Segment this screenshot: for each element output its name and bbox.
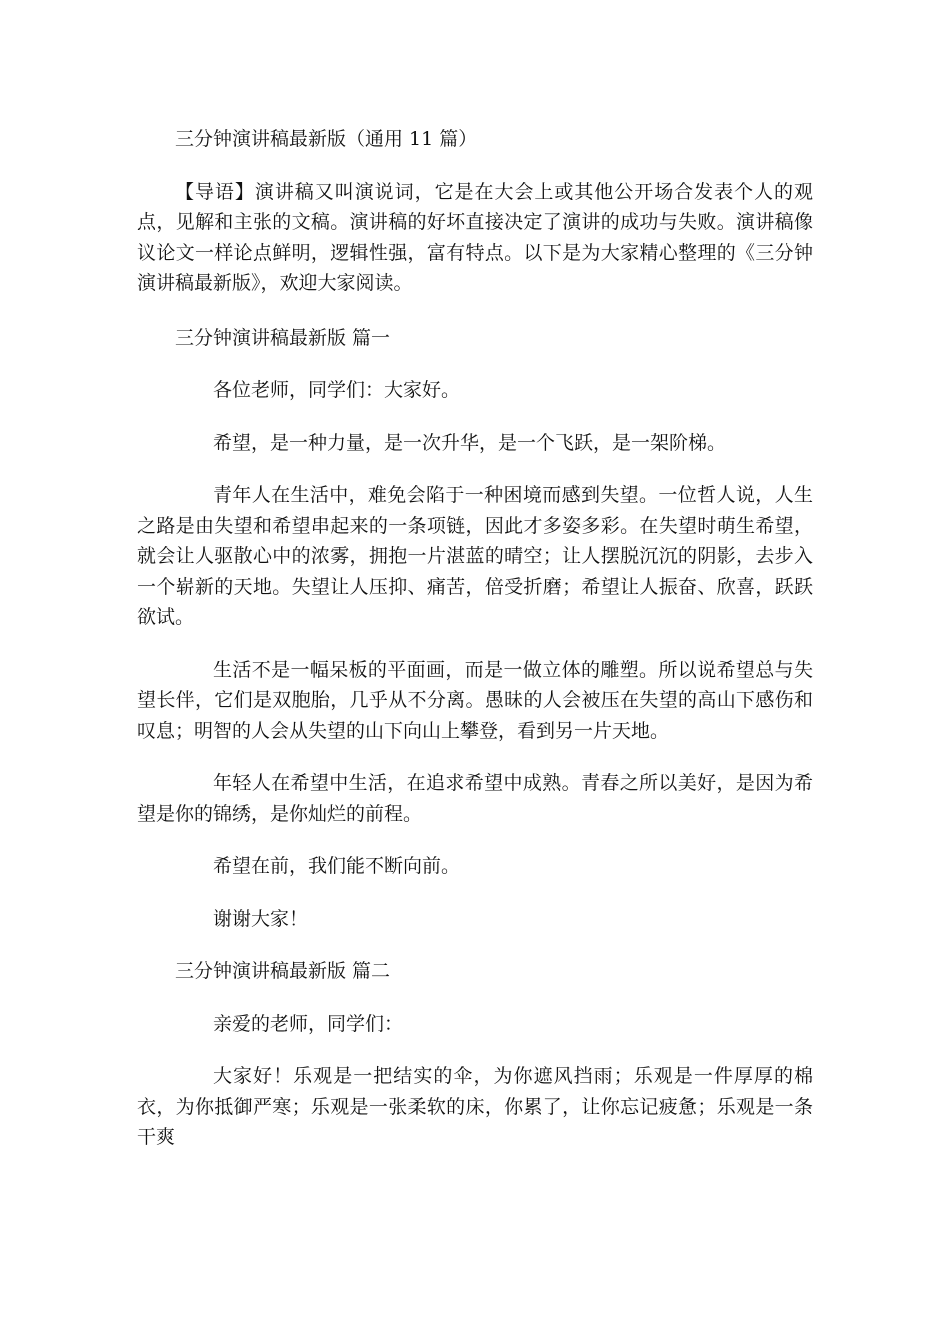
document-body [137,124,813,1175]
closing-paragraph: 谢谢大家！ [213,907,309,930]
intro-label: 【导语】 [175,180,255,203]
body-paragraph: 青年人在生活中，难免会陷于一种困境而感到失望。一位哲人说，人生之路是由失望和希望串起来的一条项链，因此才多姿多彩。在失望时萌生希望，就会让人驱散心中的浓雾，拥抱一片湛蓝的晴空；让人摆脱沉沉的阴影，去步入一个崭新的天地。失望让人压抑、痛苦，倍受折磨；希望让人振奋、欣喜，跃跃欲试。 [137,484,813,628]
section-heading-1: 三分钟演讲稿最新版 篇一 [175,326,391,349]
document-title: 三分钟演讲稿最新版（通用 11 篇） [175,128,478,150]
body-paragraph: 希望，是一种力量，是一次升华，是一个飞跃，是一架阶梯。 [213,431,727,454]
greeting-paragraph: 亲爱的老师，同学们： [213,1012,404,1035]
greeting-paragraph: 各位老师，同学们：大家好。 [213,379,461,401]
body-paragraph: 希望在前，我们能不断向前。 [213,855,461,877]
body-paragraph: 年轻人在希望中生活，在追求希望中成熟。青春之所以美好，是因为希望是你的锦绣，是你灿烂的前程。 [137,772,813,825]
body-paragraph: 大家好！乐观是一把结实的伞，为你遮风挡雨；乐观是一件厚厚的棉衣，为你抵御严寒；乐观是一张柔软的床，你累了，让你忘记疲惫；乐观是一条干爽 [137,1065,813,1148]
body-paragraph: 生活不是一幅呆板的平面画，而是一做立体的雕塑。所以说希望总与失望长伴，它们是双胞胎，几乎从不分离。愚昧的人会被压在失望的高山下感伤和叹息；明智的人会从失望的山下向山上攀登，看到另一片天地。 [137,658,813,742]
intro-text: 演讲稿又叫演说词，它是在大会上或其他公开场合发表个人的观点，见解和主张的文稿。演讲稿的好坏直接决定了演讲的成功与失败。演讲稿像议论文一样论点鲜明，逻辑性强，富有特点。以下是为大家精心整理的《三分钟演讲稿最新版》，欢迎大家阅读。 [137,180,813,294]
intro-paragraph [137,177,813,299]
section-heading-2: 三分钟演讲稿最新版 篇二 [175,960,391,982]
